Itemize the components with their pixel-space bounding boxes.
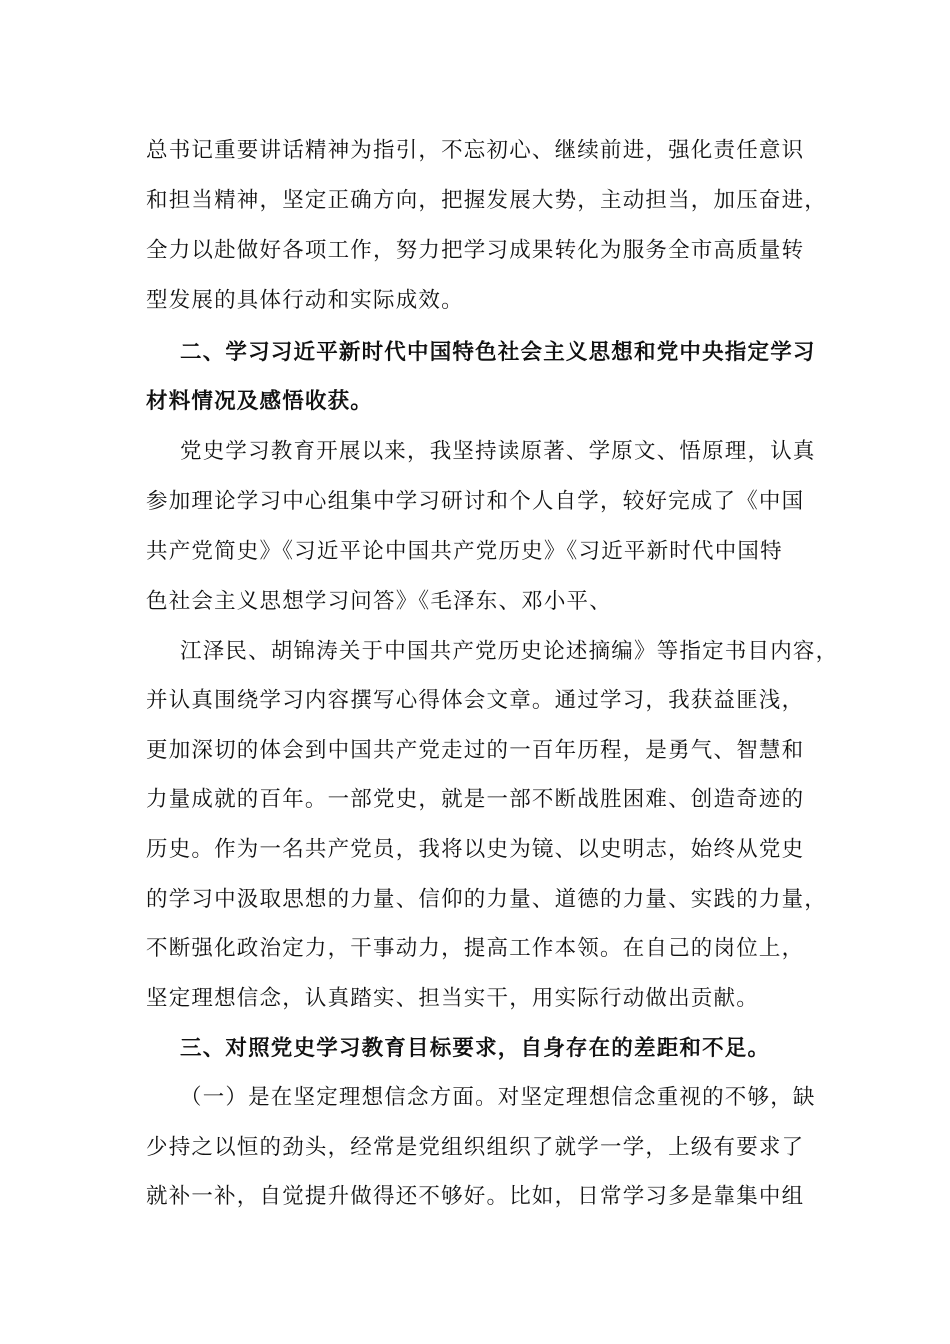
text-line: 就补一补，自觉提升做得还不够好。比如，日常学习多是靠集中组 xyxy=(146,1184,805,1209)
paragraph-start: （一）是在坚定理想信念方面。对坚定理想信念重视的不够，缺 xyxy=(180,1085,816,1110)
text-line: 共产党简史》《习近平论中国共产党历史》《习近平新时代中国特 xyxy=(146,539,783,564)
text-line: 全力以赴做好各项工作，努力把学习成果转化为服务全市高质量转 xyxy=(146,238,805,263)
text-line: 并认真围绕学习内容撰写心得体会文章。通过学习，我获益匪浅， xyxy=(146,688,805,713)
text-line: 总书记重要讲话精神为指引，不忘初心、继续前进，强化责任意识 xyxy=(146,138,805,163)
text-line: 参加理论学习中心组集中学习研讨和个人自学，较好完成了《中国 xyxy=(146,489,805,514)
paragraph-start: 党史学习教育开展以来，我坚持读原著、学原文、悟原理，认真 xyxy=(180,439,816,464)
text-line: 和担当精神，坚定正确方向，把握发展大势，主动担当，加压奋进， xyxy=(146,188,828,213)
text-line: 的学习中汲取思想的力量、信仰的力量、道德的力量、实践的力量， xyxy=(146,887,828,912)
text-line: 型发展的具体行动和实际成效。 xyxy=(146,288,464,313)
text-line: 少持之以恒的劲头，经常是党组织组织了就学一学，上级有要求了 xyxy=(146,1135,805,1160)
section-heading-continued: 材料情况及感悟收获。 xyxy=(146,389,374,414)
text-line: 力量成就的百年。一部党史，就是一部不断战胜困难、创造奇迹的 xyxy=(146,787,805,812)
text-line: 江泽民、胡锦涛关于中国共产党历史论述摘编》等指定书目内容， xyxy=(180,639,839,664)
section-heading: 二、学习习近平新时代中国特色社会主义思想和党中央指定学习 xyxy=(180,340,816,365)
text-line: 坚定理想信念，认真踏实、担当实干，用实际行动做出贡献。 xyxy=(146,986,759,1011)
text-line: 历史。作为一名共产党员，我将以史为镜、以史明志，始终从党史 xyxy=(146,837,805,862)
text-line: 不断强化政治定力，干事动力，提高工作本领。在自己的岗位上， xyxy=(146,936,805,961)
text-line: 色社会主义思想学习问答》《毛泽东、邓小平、 xyxy=(146,589,612,614)
section-heading: 三、对照党史学习教育目标要求，自身存在的差距和不足。 xyxy=(180,1036,771,1061)
text-line: 更加深切的体会到中国共产党走过的一百年历程，是勇气、智慧和 xyxy=(146,738,805,763)
